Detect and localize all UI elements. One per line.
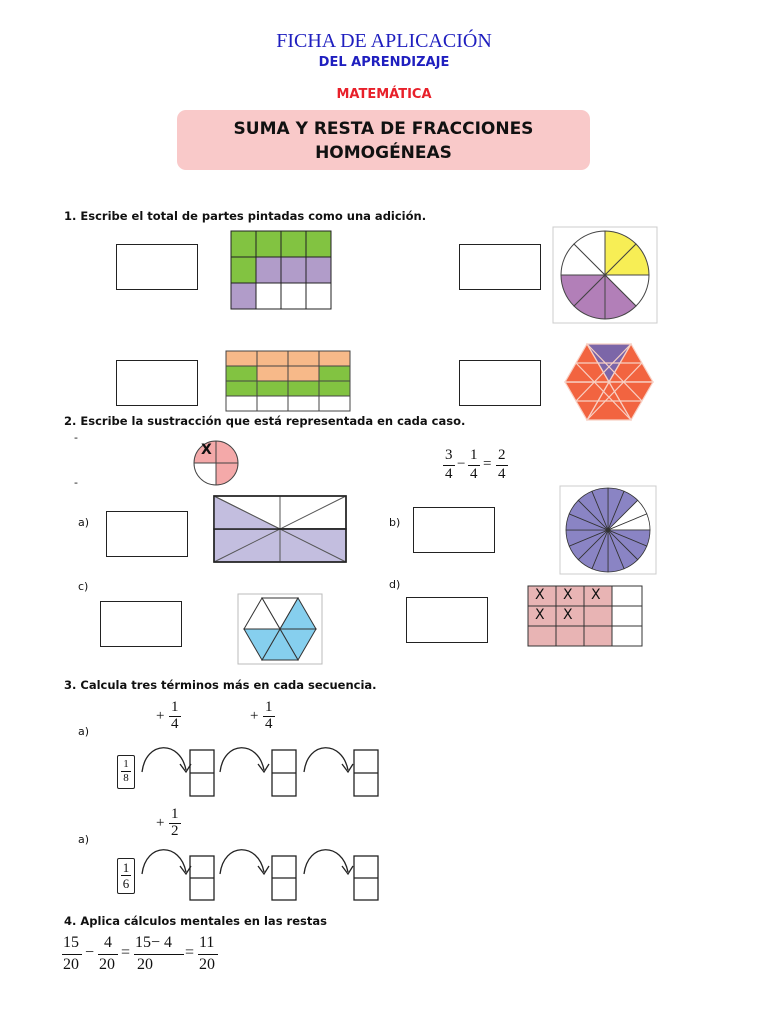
question-2: 2. Escribe la sustracción que está representada en cada caso. [64,414,466,428]
sequence-1-answer-1[interactable] [190,750,214,796]
sequence-2-answer-2[interactable] [272,856,296,900]
sequence-1-answer-3[interactable] [354,750,378,796]
fraction-circle-yellow-purple [553,227,657,323]
answer-box-2c[interactable] [100,601,182,647]
answer-box-1b[interactable] [459,244,541,290]
label-2d: d) [389,578,401,591]
sequence-1-answer-2[interactable] [272,750,296,796]
example-dash-bottom: - [74,476,78,489]
example-circle-quarters [190,440,242,486]
cross-mark: X [201,442,212,458]
answer-box-2b[interactable] [413,507,495,553]
answer-box-1c[interactable] [116,360,198,406]
grid-cross-4: X [535,607,545,623]
topic-title-line1: SUMA Y RESTA DE FRACCIONES [233,119,534,139]
question-3: 3. Calcula tres términos más en cada secuencia. [64,678,377,692]
label-2a: a) [78,516,90,529]
answer-box-1a[interactable] [116,244,198,290]
step-plus-one-quarter-2: + 1 4 [250,699,290,735]
answer-box-1d[interactable] [459,360,541,406]
answer-box-2d[interactable] [406,597,488,643]
grid-cross-1: X [535,587,545,603]
sequence-1-arrows [138,744,388,804]
sequence-2-answer-1[interactable] [190,856,214,900]
grid-cross-2: X [563,587,573,603]
fraction-hexagon-red-purple [561,340,657,424]
example-dash-top: - [74,431,78,444]
question-4: 4. Aplica cálculos mentales en las restas [64,914,327,928]
fraction-grid-orange-green [226,351,350,411]
sequence-1-start: 1 8 [117,755,135,789]
sequence-2-start: 1 6 [117,858,135,894]
header-subtitle: DEL APRENDIZAJE [318,55,450,70]
fraction-grid-crossed [528,586,642,646]
label-3a-1: a) [78,725,90,738]
grid-cross-5: X [563,607,573,623]
grid-cross-3: X [591,587,601,603]
fraction-grid-green-purple [231,231,331,311]
answer-box-2a[interactable] [106,511,188,557]
topic-title-box [177,110,590,170]
fraction-hexagon-blue [238,594,322,664]
label-2c: c) [78,580,89,593]
step-plus-one-quarter-1: + 1 4 [156,699,196,735]
example-subtraction: 3 4 − 1 4 = 2 4 [443,447,523,487]
sequence-2-answer-3[interactable] [354,856,378,900]
label-3a-2: a) [78,833,90,846]
subject-label: MATEMÁTICA [336,87,432,102]
mental-calc-example: 15 20 − 4 20 = 15− 4 20 = 11 20 [62,934,232,978]
topic-title-line2: HOMOGÉNEAS [315,143,452,163]
fraction-rectangle-8-parts [214,496,346,562]
label-2b: b) [389,516,401,529]
header-title: FICHA DE APLICACIÓN [276,30,492,52]
step-plus-one-half: + 1 2 [156,806,196,842]
fraction-circle-16-parts [560,486,656,574]
question-1: 1. Escribe el total de partes pintadas como una adición. [64,209,427,223]
sequence-2-arrows [138,846,388,906]
